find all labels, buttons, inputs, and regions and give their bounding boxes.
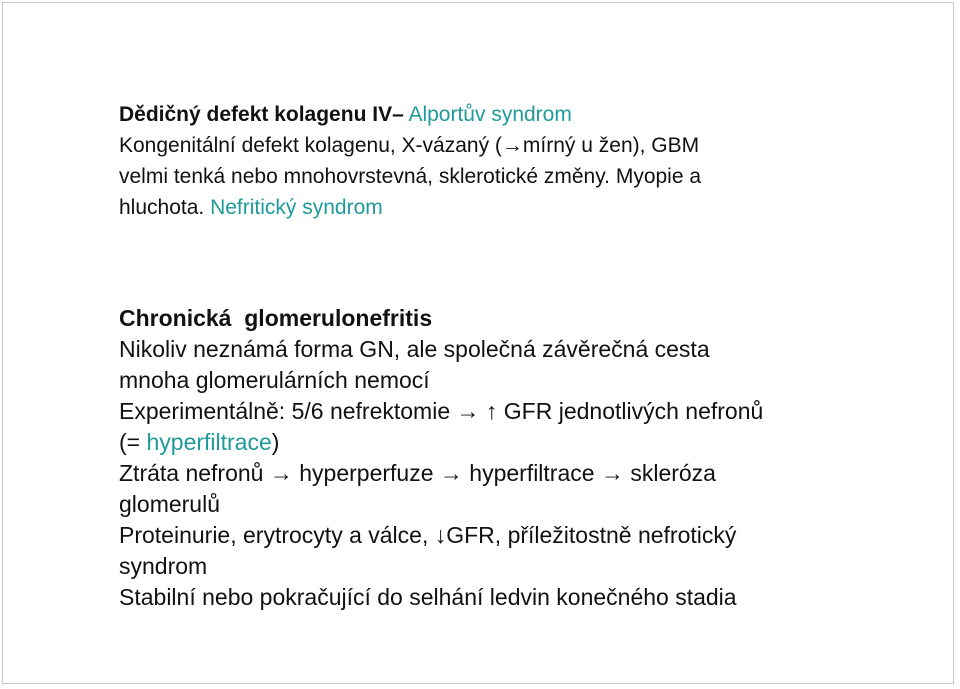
chronic-gn-line-5: Ztráta nefronů → hyperperfuze → hyperfiltrace → skleróza	[119, 460, 716, 486]
chronic-gn-line-3: Experimentálně: 5/6 nefrektomie → ↑ GFR jednotlivých nefronů	[119, 398, 764, 424]
chronic-gn-line-4	[119, 427, 919, 458]
chronic-gn-line-1: Nikoliv neznámá forma GN, ale společná závěrečná cesta	[119, 336, 710, 362]
chronic-gn-line-9: Stabilní nebo pokračující do selhání ledvin konečného stadia	[119, 584, 737, 610]
alport-heading	[119, 99, 879, 130]
chronic-gn-section	[119, 303, 919, 613]
chronic-gn-line-7: Proteinurie, erytrocyty a válce, ↓GFR, příležitostně nefrotický	[119, 522, 737, 548]
chronic-gn-line-2: mnoha glomerulárních nemocí	[119, 367, 430, 393]
alport-section	[119, 99, 879, 223]
chronic-gn-heading: Chronická glomerulonefritis	[119, 305, 433, 331]
alport-text-line-3a: hluchota.	[119, 196, 205, 219]
alport-syndrome-link: Alportův syndrom	[408, 103, 572, 126]
alport-text-line-2: velmi tenká nebo mnohovrstevná, sklerotické změny. Myopie a	[119, 165, 702, 188]
alport-text-line-3	[119, 192, 879, 223]
hyperfiltration-link: hyperfiltrace	[146, 429, 272, 455]
chronic-gn-line-4a: (=	[119, 429, 147, 455]
alport-text-line-1: Kongenitální defekt kolagenu, X-vázaný (→mírný u žen), GBM	[119, 134, 700, 157]
chronic-gn-line-6: glomerulů	[119, 491, 220, 517]
alport-heading-bold: Dědičný defekt kolagenu IV–	[119, 103, 404, 126]
nephritic-syndrome-label: Nefritický syndrom	[210, 196, 383, 219]
chronic-gn-line-8: syndrom	[119, 553, 208, 579]
chronic-gn-line-4b: )	[271, 429, 280, 455]
